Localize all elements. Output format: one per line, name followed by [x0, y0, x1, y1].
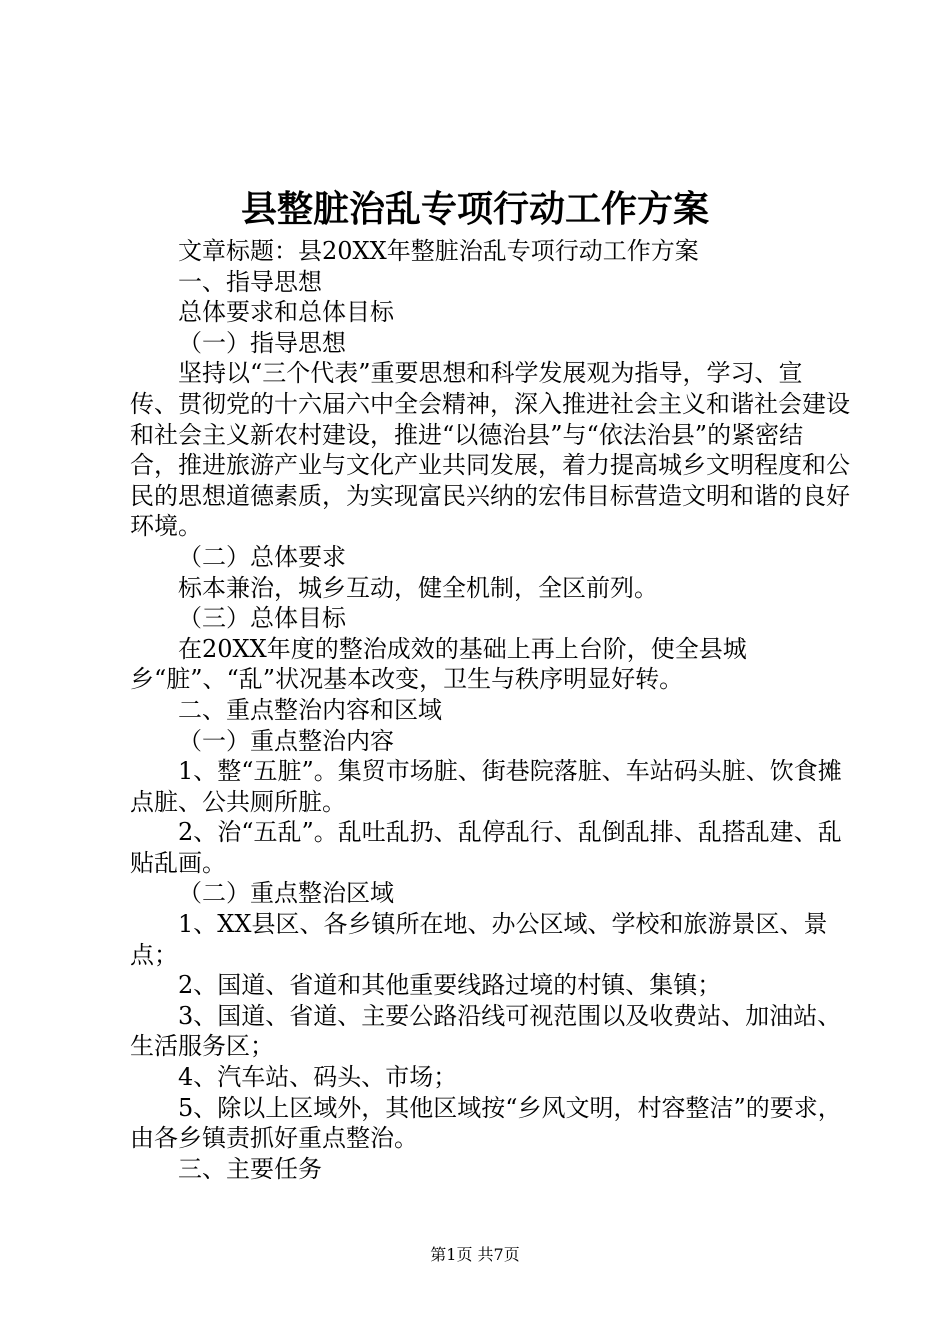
subheading-overall-requirements: （二）总体要求 — [178, 542, 346, 571]
heading-guiding-ideology: 一、指导思想 — [178, 267, 322, 296]
list-item-five-dirty: 1、整“五脏”。集贸市场脏、街巷院落脏、车站码头脏、饮食摊点脏、公共厕所脏。 — [130, 757, 842, 816]
heading-main-tasks: 三、主要任务 — [178, 1154, 322, 1183]
document-body — [130, 236, 850, 1184]
document-title: 县整脏治乱专项行动工作方案 — [240, 188, 709, 230]
subheading-overall-goals: （三）总体目标 — [178, 604, 346, 633]
subheading-key-areas: （二）重点整治区域 — [178, 879, 394, 908]
list-item-area-4: 4、汽车站、码头、市场； — [178, 1063, 458, 1092]
list-item-area-1: 1、XX县区、各乡镇所在地、办公区域、学校和旅游景区、景点； — [130, 910, 828, 969]
subheading-key-content: （一）重点整治内容 — [178, 726, 394, 755]
list-item-area-2: 2、国道、省道和其他重要线路过境的村镇、集镇； — [178, 971, 722, 1000]
list-item-five-chaos: 2、治“五乱”。乱吐乱扔、乱停乱行、乱倒乱排、乱搭乱建、乱贴乱画。 — [130, 818, 842, 877]
paragraph-guiding-ideology-body: 坚持以“三个代表”重要思想和科学发展观为指导，学习、宣传、贯彻党的十六届六中全会精神，深入推进社会主义和谐社会建设和社会主义新农村建设，推进“以德治县”与“依法治县”的紧密结合，推进旅游产业与文化产业共同发展，着力提高城乡文明程度和公民的思想道德素质，为实现富民兴纳的宏伟目标营造文明和谐的良好环境。 — [130, 359, 850, 541]
subheading-guiding-ideology: （一）指导思想 — [178, 328, 346, 357]
paragraph-article-title: 文章标题：县20XX年整脏治乱专项行动工作方案 — [178, 237, 699, 265]
list-item-area-3: 3、国道、省道、主要公路沿线可视范围以及收费站、加油站、生活服务区； — [130, 1001, 842, 1061]
list-item-area-5: 5、除以上区域外，其他区域按“乡风文明，村容整洁”的要求，由各乡镇责抓好重点整治。 — [130, 1093, 842, 1153]
paragraph-overall-goals-body: 在20XX年度的整治成效的基础上再上台阶，使全县城乡“脏”、“乱”状况基本改变，卫生与秩序明显好转。 — [130, 634, 747, 694]
heading-key-content-areas: 二、重点整治内容和区域 — [178, 695, 442, 724]
page-number: 第1页 共7页 — [430, 1245, 520, 1264]
paragraph-overall-requirements-body: 标本兼治，城乡互动，健全机制，全区前列。 — [178, 573, 658, 602]
paragraph-overall-requirements-goals: 总体要求和总体目标 — [178, 298, 394, 327]
